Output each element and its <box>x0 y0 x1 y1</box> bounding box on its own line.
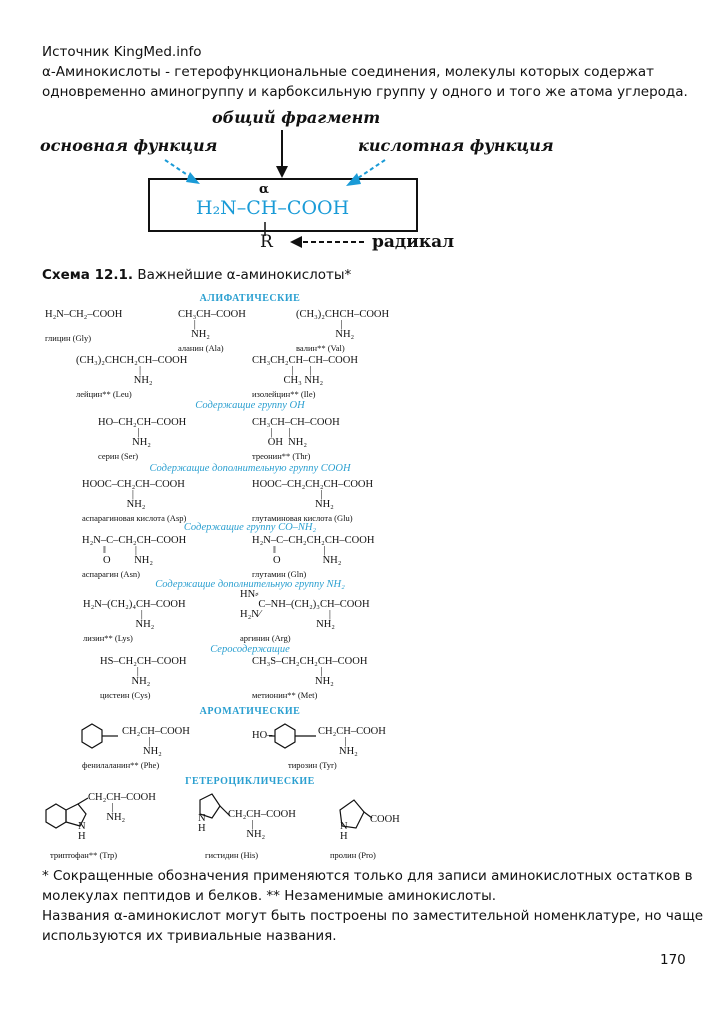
compound-name: тирозин (Tyr) <box>288 760 337 770</box>
compound-name: глутаминовая кислота (Glu) <box>252 513 353 523</box>
formula: CH₃S–CH₂CH₂CH–COOH | NH₂ <box>252 656 368 687</box>
header-aromatic: АРОМАТИЧЕСКИЕ <box>199 706 301 717</box>
footnote-line-2: молекулах пептидов и белков. ** Незаменимые аминокислоты. <box>42 888 497 904</box>
formula: CH₂CH–COOH | NH₂ <box>88 792 156 823</box>
compound-name: метионин** (Met) <box>252 690 318 700</box>
formula: CH₃CH–CH–COOH | | OH NH₂ <box>252 417 340 448</box>
formula: CH₃CH–COOH | NH₂ <box>178 309 246 340</box>
benzene-ring-phe <box>82 724 102 748</box>
compound-name: валин** (Val) <box>296 343 345 353</box>
compound-name: лизин** (Lys) <box>83 633 133 643</box>
scheme-number: Схема 12.1. <box>42 267 134 283</box>
formula: H₂N–CH₂–COOH <box>45 309 123 320</box>
compound-name-his: гистидин (His) <box>205 850 259 860</box>
indole-benzene-ring <box>46 804 66 828</box>
compound-name: аспарагин (Asn) <box>82 569 140 579</box>
compound-name: глутамин (Gln) <box>252 569 307 579</box>
page-number: 170 <box>660 952 686 968</box>
header-aliphatic: АЛИФАТИЧЕСКИЕ <box>199 293 301 304</box>
amino-acid-scheme <box>40 290 440 860</box>
r-label: R <box>260 232 273 252</box>
formula: N H <box>340 821 348 842</box>
alpha-label: α <box>259 182 270 197</box>
formula: H₂N–C–CH₂CH–COOH ‖ | O NH₂ <box>82 535 187 566</box>
source-line: Источник KingMed.info <box>42 44 202 60</box>
formula: HOOC–CH₂CH₂CH–COOH | NH₂ <box>252 479 374 510</box>
compound-name-trp: триптофан** (Trp) <box>50 850 118 860</box>
acid-function-label: кислотная функция <box>358 136 554 155</box>
compound-trp <box>88 793 156 823</box>
compound-phe <box>82 726 190 770</box>
formula: HOOC–CH₂CH–COOH | NH₂ <box>82 479 185 510</box>
diagram-arrows <box>0 0 724 260</box>
scheme-title <box>42 265 351 285</box>
ring-structures <box>40 290 460 860</box>
compound-tyr <box>288 726 386 770</box>
header-nh2: Содержащие дополнительную группу NH₂ <box>155 579 345 590</box>
trp-nh <box>78 822 86 842</box>
general-formula: H₂N–CH–COOH <box>196 197 350 219</box>
compound-his <box>228 810 296 840</box>
formula: HO–CH₂CH–COOH | NH₂ <box>98 417 187 448</box>
formula: (CH₃)₂CHCH–COOH | NH₂ <box>296 309 390 340</box>
compound-name: серин (Ser) <box>98 451 139 461</box>
formula: H₂N–(CH₂)₄CH–COOH | NH₂ <box>83 599 186 630</box>
compound-name: изолейцин** (Ile) <box>252 389 316 399</box>
compound-name: глицин (Gly) <box>45 333 92 343</box>
header-oh: Содержащие группу ОН <box>195 400 305 411</box>
compound-name: фенилаланин** (Phe) <box>82 760 160 770</box>
formula: H₂N–C–CH₂CH₂CH–COOH ‖ | O NH₂ <box>252 535 375 566</box>
header-sulfur: Серосодержащие <box>210 644 290 655</box>
footnote-line-3: Названия α-аминокислот могут быть построены по заместительной номенклатуре, но чаще <box>42 908 704 924</box>
header-cooh: Содержащие дополнительную группу СООН <box>149 463 351 474</box>
compound-name-pro: пролин (Pro) <box>330 850 376 860</box>
compound-name: аланин (Ala) <box>178 343 224 353</box>
formula: CH₂CH–COOH | NH₂ <box>228 809 296 840</box>
common-fragment-label: общий фрагмент <box>212 108 381 127</box>
radical-label: радикал <box>372 232 455 252</box>
basic-function-label: основная функция <box>40 136 218 155</box>
footnote-line-1: * Сокращенные обозначения применяются только для записи аминокислотных остатков в <box>42 868 693 884</box>
intro-line-1: α-Аминокислоты - гетерофункциональные соединения, молекулы которых содержат <box>42 64 655 80</box>
compound-name: аспарагиновая кислота (Asp) <box>82 513 187 523</box>
header-heterocyclic: ГЕТЕРОЦИКЛИЧЕСКИЕ <box>185 776 315 787</box>
formula: HS–CH₂CH–COOH | NH₂ <box>100 656 187 687</box>
compound-name: аргинин (Arg) <box>240 633 291 643</box>
formula: HO– <box>252 730 273 741</box>
compound-tyr-ho <box>252 731 272 741</box>
compound-pro <box>370 815 400 825</box>
pro-nh <box>340 822 348 842</box>
benzene-ring-tyr <box>275 724 295 748</box>
formula: CH₂CH–COOH | NH₂ <box>122 726 190 757</box>
compound-name: треонин** (Thr) <box>252 451 311 461</box>
formula: CH₂CH–COOH | NH₂ <box>318 726 386 757</box>
scheme-caption: Важнейшие α-аминокислоты* <box>133 267 352 283</box>
intro-line-2: одновременно аминогруппу и карбоксильную группу у одного и того же атома углерода. <box>42 84 688 100</box>
formula: N H <box>78 821 86 842</box>
footnote-line-4: используются их тривиальные названия. <box>42 928 337 944</box>
compound-name: лейцин** (Leu) <box>76 389 132 399</box>
his-nh <box>198 814 206 834</box>
header-conh2: Содержащие группу CO–NH₂ <box>183 522 317 533</box>
formula: (CH₃)₂CHCH₂CH–COOH | NH₂ <box>76 355 188 386</box>
formula: N H <box>198 813 206 834</box>
formula: HN⸗ C–NH–(CH₂)₃CH–COOH H₂N⁄ | NH₂ <box>240 589 370 630</box>
formula: COOH <box>370 814 400 825</box>
compound-name: цистеин (Cys) <box>100 690 151 700</box>
formula: CH₃CH₂CH–CH–COOH | | CH₃ NH₂ <box>252 355 358 386</box>
